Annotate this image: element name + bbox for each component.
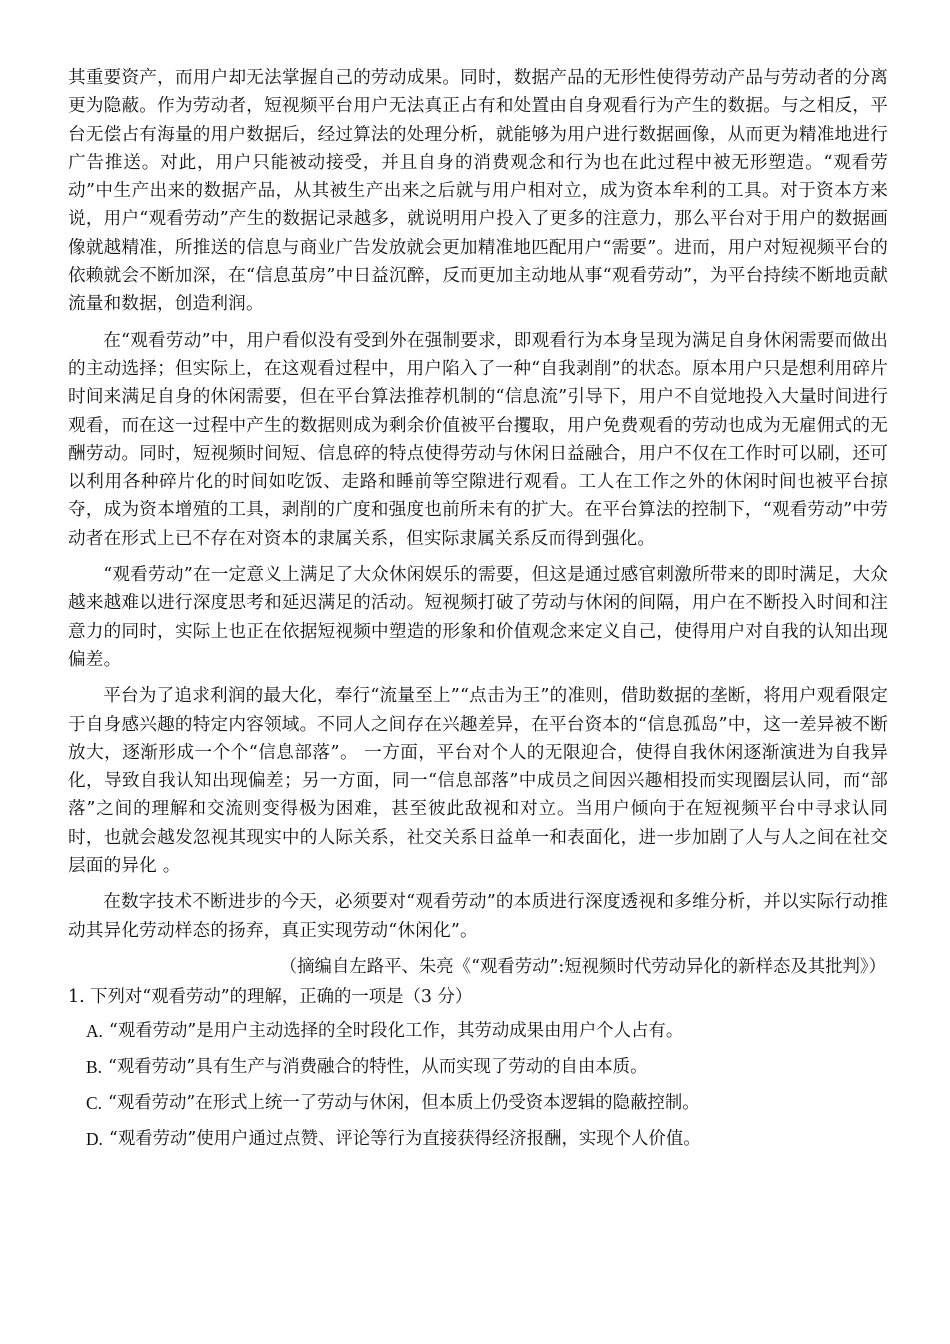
question-1 xyxy=(68,982,888,1154)
option-text: “观看劳动”使用户通过点赞、评论等行为直接获得经济报酬，实现个人价值。 xyxy=(108,1128,701,1149)
option-text: “观看劳动”在形式上统一了劳动与休闲，但本质上仍受资本逻辑的隐蔽控制。 xyxy=(107,1092,700,1113)
option-letter: A. xyxy=(86,1020,103,1041)
paragraph-1: 其重要资产，而用户却无法掌握自己的劳动成果。同时，数据产品的无形性使得劳动产品与劳动者的分离更为隐蔽。作为劳动者，短视频平台用户无法真正占有和处置由自身观看行为产生的数据。与之相反，平台无偿占有海量的用户数据后，经过算法的处理分析，就能够为用户进行数据画像，从而更为精准地进行广告推送。对此，用户只能被动接受，并且自身的消费观念和行为也在此过程中被无形塑造。“观看劳动”中生产出来的数据产品，从其被生产出来之后就与用户相对立，成为资本牟利的工具。对于资本方来说，用户“观看劳动”产生的数据记录越多，就说明用户投入了更多的注意力，那么平台对于用户的数据画像就越精准，所推送的信息与商业广告发放就会更加精准地匹配用户“需要”。进而，用户对短视频平台的依赖就会不断加深，在“信息茧房”中日益沉醉，反而更加主动地从事“观看劳动”，为平台持续不断地贡献流量和数据，创造利润。 xyxy=(68,68,888,315)
paragraph-5: 在数字技术不断进步的今天，必须要对“观看劳动”的本质进行深度透视和多维分析，并以实际行动推动其异化劳动样态的扬弃，真正实现劳动“休闲化”。 xyxy=(68,892,888,941)
option-text: “观看劳动”是用户主动选择的全时段化工作，其劳动成果由用户个人占有。 xyxy=(108,1020,684,1041)
option-letter: D. xyxy=(86,1128,103,1149)
option-d xyxy=(68,1124,888,1154)
option-text: “观看劳动”具有生产与消费融合的特性，从而实现了劳动的自由本质。 xyxy=(107,1056,648,1077)
option-list xyxy=(68,1016,888,1154)
paragraph-3: “观看劳动”在一定意义上满足了大众休闲娱乐的需要，但这是通过感官刺激所带来的即时满足，大众越来越难以进行深度思考和延迟满足的活动。短视频打破了劳动与休闲的间隔，用户在不断投入时间和注意力的同时，实际上也正在依据短视频中塑造的形象和价值观念来定义自己，使得用户对自我的认知出现偏差。 xyxy=(68,565,888,670)
option-c xyxy=(68,1088,888,1118)
option-letter: B. xyxy=(86,1056,102,1077)
question-stem: 1. 下列对“观看劳动”的理解，正确的一项是（3 分） xyxy=(68,986,473,1007)
option-letter: C. xyxy=(86,1092,102,1113)
option-b xyxy=(68,1052,888,1082)
paragraph-2: 在“观看劳动”中，用户看似没有受到外在强制要求，即观看行为本身呈现为满足自身休闲需要而做出的主动选择；但实际上，在这观看过程中，用户陷入了一种“自我剥削”的状态。原本用户只是想利用碎片时间来满足自身的休闲需要，但在平台算法推荐机制的“信息流”引导下，用户不自觉地投入大量时间进行观看，而在这一过程中产生的数据则成为剩余价值被平台攫取，用户免费观看的劳动也成为无雇佣式的无酬劳动。同时，短视频时间短、信息碎的特点使得劳动与休闲日益融合，用户不仅在工作时可以刷，还可以利用各种碎片化的时间如吃饭、走路和睡前等空隙进行观看。工人在工作之外的休闲时间也被平台掠夺，成为资本增殖的工具，剥削的广度和强度也前所未有的扩大。在平台算法的控制下，“观看劳动”中劳动者在形式上已不存在对资本的隶属关系，但实际隶属关系反而得到强化。 xyxy=(68,330,888,549)
source-citation: （摘编自左路平、朱亮《“观看劳动”:短视频时代劳动异化的新样态及其批判》） xyxy=(279,956,886,977)
paragraph-4: 平台为了追求利润的最大化，奉行“流量至上”“点击为王”的准则，借助数据的垄断，将用户观看限定于自身感兴趣的特定内容领域。不同人之间存在兴趣差异，在平台资本的“信息孤岛”中，这一差异被不断放大，逐渐形成一个个“信息部落”。 一方面，平台对个人的无限迎合，使得自我休闲逐渐演进为自我异化，导致自我认知出现偏差；另一方面，同一“信息部落”中成员之间因兴趣相投而实现圈层认同，而“部落”之间的理解和交流则变得极为困难，甚至彼此敌视和对立。当用户倾向于在短视频平台中寻求认同时，也就会越发忽视其现实中的人际关系，社交关系日益单一和表面化，进一步加剧了人与人之间在社交层面的异化 。 xyxy=(68,686,888,877)
option-a xyxy=(68,1016,888,1046)
